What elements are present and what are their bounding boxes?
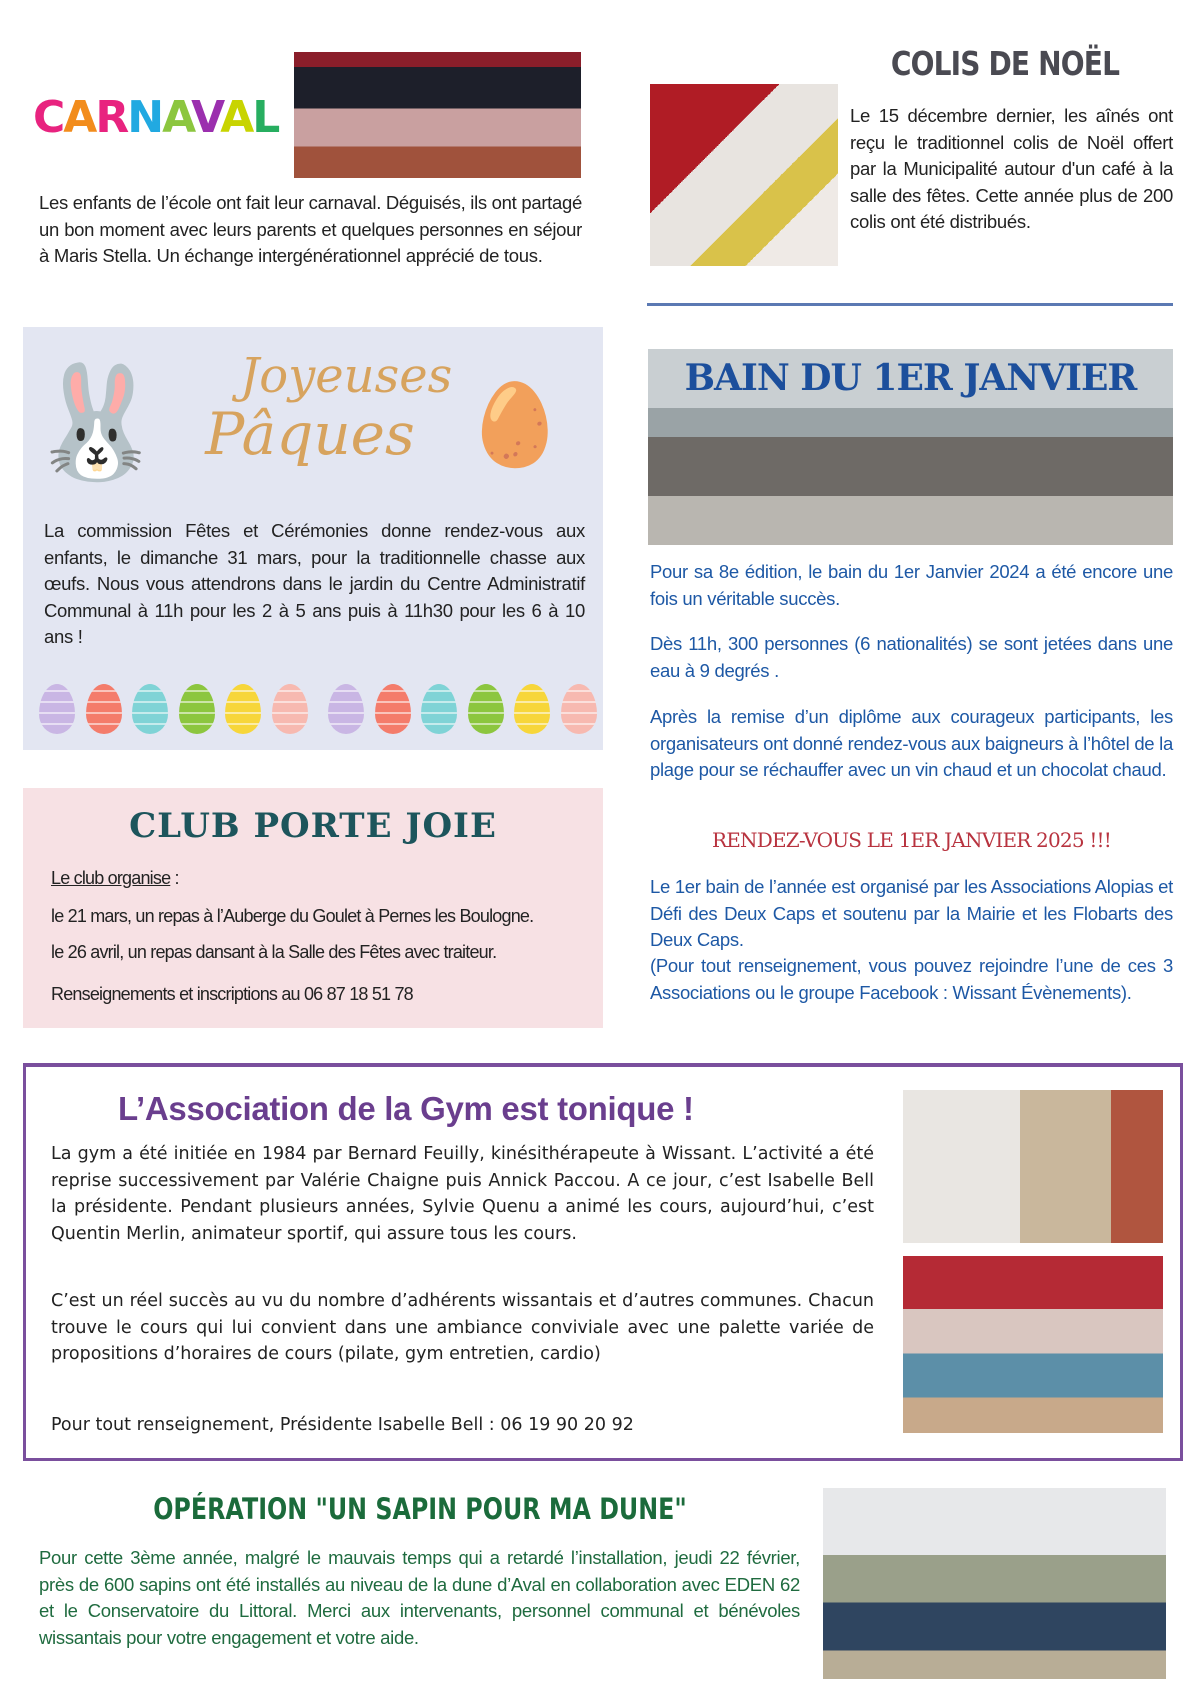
easter-text: La commission Fêtes et Cérémonies donne rendez-vous aux enfants, le dimanche 31 mars, pour la traditionnelle chasse aux œufs. Nous vous attendrons dans le jardin du Centre Administratif Communal à 11h pour les 2 à 5 ans puis à 11h30 pour les 6 à 10 ans !	[44, 520, 585, 647]
gym-p3: Pour tout renseignement, Présidente Isabelle Bell : 06 19 90 20 92	[51, 1415, 634, 1435]
bain-p4: Le 1er bain de l’année est organisé par les Associations Alopias et Défi des Deux Caps et soutenu par la Mairie et les Flobarts des Deux Caps.	[650, 876, 1173, 950]
bunny-icon: 🐰	[28, 361, 165, 484]
club-event-2: le 26 avril, un repas dansant à la Salle des Fêtes avec traiteur.	[51, 942, 497, 962]
carnaval-logo-letter: A	[220, 92, 253, 143]
easter-egg-icon	[86, 684, 122, 734]
bain-p2: Dès 11h, 300 personnes (6 nationalités) se sont jetées dans une eau à 9 degrés .	[650, 633, 1173, 681]
gym-title: L’Association de la Gym est tonique !	[118, 1090, 694, 1127]
carnaval-logo-letter: C	[33, 92, 64, 143]
club-intro-label: Le club organise	[51, 868, 171, 888]
gym-p1: La gym a été initiée en 1984 par Bernard Feuilly, kinésithérapeute à Wissant. L’activité a été reprise successivement par Valérie Chaigne puis Annick Paccou. A ce jour, c’est Isabelle Bell la présidente. Pendant plusieurs années, Sylvie Quenu a animé les cours, aujourd’hui, c’est Quentin Merlin, animateur sportif, qui assure tous les cours.	[51, 1144, 874, 1244]
club-intro-colon: :	[170, 868, 179, 888]
sapin-title: OPÉRATION "UN SAPIN POUR MA DUNE"	[153, 1492, 687, 1526]
bain-p1: Pour sa 8e édition, le bain du 1er Janvier 2024 a été encore une fois un véritable succès.	[650, 561, 1173, 609]
carnaval-logo-letter: L	[252, 92, 279, 143]
gym-p2: C’est un réel succès au vu du nombre d’adhérents wissantais et d’autres communes. Chacun trouve le cours qui lui convient dans une ambiance conviviale avec une palette variée de propositions d’horaires de cours (pilate, gym entretien, cardio)	[51, 1291, 874, 1364]
sapin-photo	[823, 1488, 1166, 1679]
carnaval-logo-letter: A	[63, 92, 96, 143]
gym-group-photo	[903, 1256, 1163, 1433]
carnaval-logo-letter: N	[127, 92, 163, 143]
carnaval-logo-letter: V	[191, 92, 221, 143]
sapin-text: Pour cette 3ème année, malgré le mauvais temps qui a retardé l’installation, jeudi 22 février, près de 600 sapins ont été installés au niveau de la dune d’Aval en collaboration avec EDEN 62 et le Conservatoire du Littoral. Merci aux intervenants, personnel communal et bénévoles wissantais pour votre engagement et votre aide.	[39, 1547, 800, 1648]
colis-text: Le 15 décembre dernier, les aînés ont reçu le traditionnel colis de Noël offert par la Municipalité autour d'un café à la salle des fêtes. Cette année plus de 200 colis ont été distribués.	[850, 105, 1173, 232]
carnaval-text: Les enfants de l’école ont fait leur carnaval. Déguisés, ils ont partagé un bon moment avec leurs parents et quelques personnes en séjour à Maris Stella. Un échange intergénérationnel apprécié de tous.	[39, 192, 582, 266]
carnaval-photo	[294, 52, 581, 178]
easter-egg-icon	[179, 684, 215, 734]
easter-egg-icon	[375, 684, 411, 734]
colis-title: COLIS DE NOËL	[890, 44, 1120, 83]
carnaval-logo	[33, 70, 288, 165]
club-intro	[51, 868, 601, 889]
club-contact: Renseignements et inscriptions au 06 87 18 51 78	[51, 984, 413, 1004]
easter-title-line2: Pâques	[205, 400, 415, 468]
carnaval-logo-letter: R	[95, 92, 128, 143]
divider	[647, 303, 1173, 306]
chocolate-egg-icon: 🥚	[465, 380, 565, 469]
easter-egg-icon	[561, 684, 597, 734]
bain-title: BAIN DU 1ER JANVIER	[684, 357, 1137, 399]
carnaval-logo-letter: A	[162, 92, 192, 143]
easter-egg-icon	[468, 684, 504, 734]
bain-p5: (Pour tout renseignement, vous pouvez rejoindre l’une de ces 3 Associations ou le groupe Facebook : Wissant Évènements).	[650, 955, 1173, 1003]
easter-egg-icon	[272, 684, 308, 734]
rendezvous-2025: RENDEZ-VOUS LE 1ER JANVIER 2025 !!!	[711, 828, 1112, 852]
colis-photo	[650, 84, 838, 266]
club-event-1: le 21 mars, un repas à l’Auberge du Goulet à Pernes les Boulogne.	[51, 906, 534, 926]
easter-title-line1: Joyeuses	[240, 348, 453, 404]
gym-portrait-photo	[903, 1090, 1163, 1243]
bain-photo	[648, 349, 1173, 545]
easter-title	[190, 348, 453, 468]
club-title: CLUB PORTE JOIE	[129, 806, 497, 846]
bain-p3: Après la remise d’un diplôme aux courageux participants, les organisateurs ont donné rendez-vous aux baigneurs à l’hôtel de la plage pour se réchauffer avec un vin chaud et un chocolat chaud.	[650, 706, 1173, 780]
